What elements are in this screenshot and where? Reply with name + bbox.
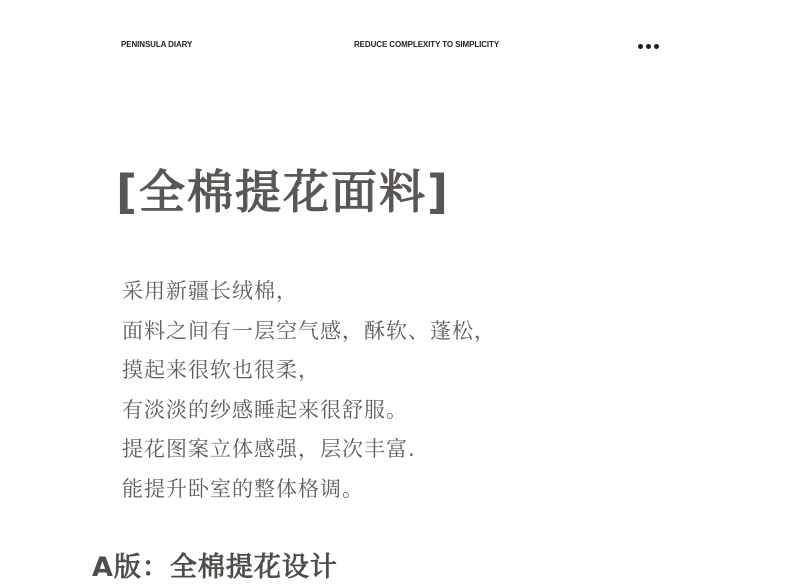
description-line: 面料之间有一层空气感，酥软、蓬松， [122, 318, 496, 343]
dot [638, 44, 643, 49]
description-line: 有淡淡的纱感睡起来很舒服。 [122, 397, 408, 422]
description-line: 采用新疆长绒棉， [122, 279, 298, 303]
description-line: 提花图案立体感强，层次丰富. [122, 437, 416, 461]
more-dots-icon[interactable] [638, 42, 664, 50]
dot [646, 44, 651, 49]
page-header [0, 40, 790, 52]
brand-name: PENINSULA DIARY [121, 40, 193, 49]
description-line: 能提升卧室的整体格调。 [122, 476, 364, 501]
brand-tagline: REDUCE COMPLEXITY TO SIMPLICITY [354, 40, 500, 49]
description-line: 摸起来很软也很柔， [122, 358, 320, 382]
description-block [122, 272, 722, 509]
version-subtitle: A版：全棉提花设计 [92, 552, 338, 583]
section-title: [全棉提花面料] [116, 165, 451, 219]
dot [654, 44, 659, 49]
